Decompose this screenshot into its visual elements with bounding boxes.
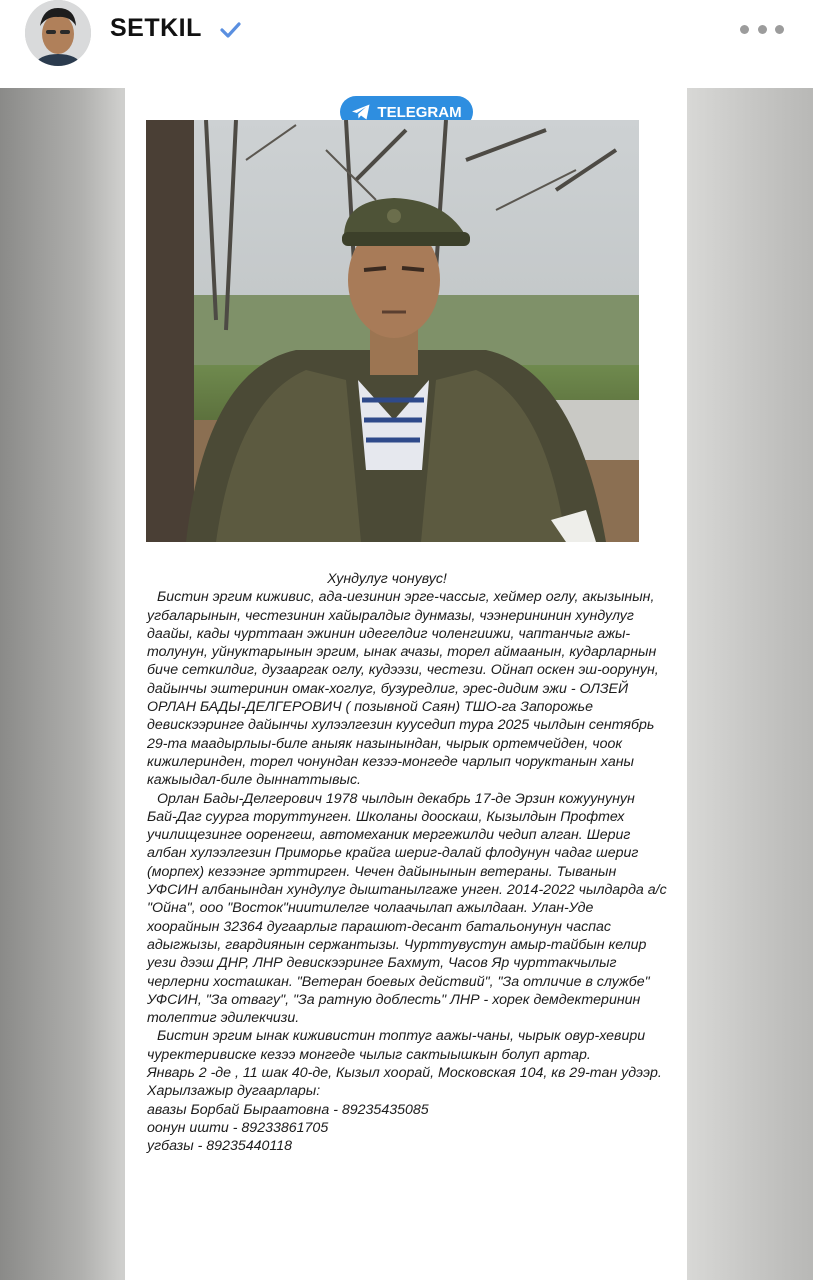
post-image-background-right bbox=[687, 88, 813, 1280]
memorial-title: Хундулуг чонувус! bbox=[327, 571, 447, 587]
memorial-paragraph-1: Бистин эргим киживис, ада-иезинин эрге-чассыг, хеймер оглу, акызынын, угбаларынын, честезинин хайыралдыг дунмазы, чээнерининин хундулуг даайы, кады чурттаан эжинин идегелдиг чоленгиижи, чаптанчыг ажы-толунун, уйнуктарынын эргим, ынак ачазы, торел аймаанын, кударларнын биче сеткилдиг, дузааргак оглу, кудээзи, честези. Ойнап оскен эш-оорунун, дайынчы эштеринин омак-хоглуг, бузуредлиг, эрес-дидим эжи - ОЛЗЕЙ ОРЛАН БАДЫ-ДЕЛГЕРОВИЧ ( позывной Саян) ТШО-га Запорожье девискээринге дайынчы хулээлгезин кууседип тура 2025 чылдын сентябрь 29-та маадырлыы-биле аныяк назынындан, чырык ортемчейден, чоок кижилеринден, торел чонундан кезээ-монгеде чарлып чоруктанын ханы кажыыдал-биле дыннаттывыс. bbox=[147, 589, 659, 789]
post-header bbox=[0, 0, 813, 89]
telegram-badge-label: TELEGRAM bbox=[377, 103, 462, 121]
contact-line: угбазы - 89235440118 bbox=[147, 1138, 293, 1155]
verified-icon bbox=[219, 19, 241, 41]
contact-line: оонун ишти - 89233861705 bbox=[147, 1119, 329, 1136]
contacts-header: Харылзажыр дугаарлары: bbox=[147, 1083, 321, 1100]
memorial-paragraph-3: Бистин эргим ынак киживистин топтуг аажы-чаны, чырык овур-хевири чуректеривиске кезээ монгеде чылыг сактыышкын болуп артар. bbox=[147, 1028, 646, 1063]
memorial-text bbox=[147, 570, 667, 1156]
more-horizontal-icon[interactable] bbox=[740, 18, 784, 40]
funeral-info: Январь 2 -де , 11 шак 40-де, Кызыл хоорай, Московская 104, кв 29-тан удээр. bbox=[147, 1065, 662, 1082]
memorial-paragraph-2: Орлан Бады-Делгерович 1978 чылдын декабрь 17-де Эрзин кожуунунун Бай-Даг суурга торуттунген. Школаны дооскаш, Кызылдын Профтех училищезинге ооренгеш, автомеханик мергежилди чедип алган. Шериг албан хулээлгезин Приморье крайга шериг-далай флодунун чадаг шериг (морпех) кезээнге эрттирген. Чечен дайынынын ветераны. Тыванын УФСИН албанындан хундулуг дыштанылгаже унген. 2014-2022 чылдарда а/с "Ойна", ооо "Восток"ниитилелге чолаачылап ажылдаан. Улан-Уде хоорайнын 32364 дугаарлыг парашют-десант батальонунун часпас адыгжызы, гвардиянын сержантызы. Чурттувустун амыр-тайбын келир уези дээш ДНР, ЛНР девискээринге Бахмут, Часов Яр чурттакчылыг черлерни хосташкан. "Ветеран боевых действий", "За отличие в службе" УФСИН, "За отвагу", "За ратную доблесть" ЛНР - хорек демдектеринин толептиг эдилекчизи. bbox=[147, 790, 667, 1027]
contact-line: авазы Борбай Быраатовна - 89235435085 bbox=[147, 1101, 429, 1118]
memorial-photo bbox=[146, 120, 639, 542]
avatar[interactable] bbox=[25, 0, 91, 66]
telegram-plane-icon bbox=[351, 103, 371, 121]
username[interactable]: SETKIL bbox=[110, 14, 202, 42]
